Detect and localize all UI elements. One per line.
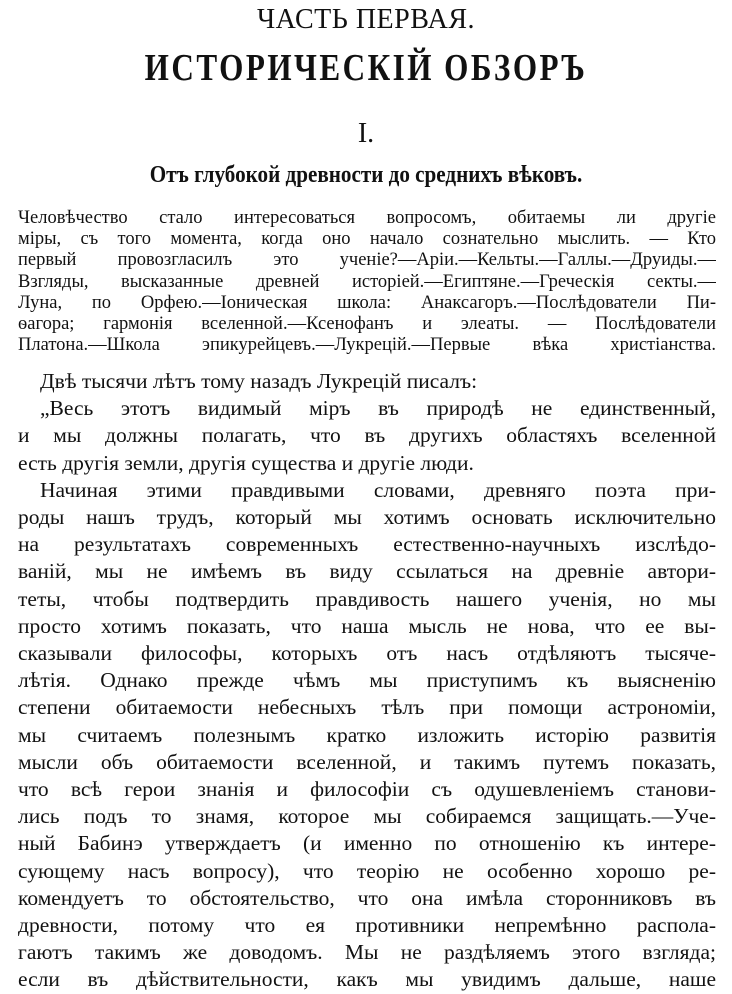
- body-line: степени обитаемости небесныхъ тѣлъ при помощи астрономіи,: [18, 695, 716, 720]
- body-line: роды нашъ трудъ, который мы хотимъ основать исключительно: [18, 505, 716, 530]
- summary-line: первый провозгласилъ это ученіе?—Аріи.—Кельты.—Галлы.—Друиды.—: [18, 250, 716, 271]
- summary-line: Платона.—Школа эпикурейцевъ.—Лукрецій.—Первые вѣка христіанства.: [18, 335, 716, 356]
- chapter-subtitle: Отъ глубокой древности до среднихъ вѣковъ.: [149, 162, 583, 188]
- body-line: мы считаемъ полезнымъ кратко изложить исторію развитія: [18, 722, 716, 747]
- summary-line: ѳагора; гармонія вселенной.—Ксенофанъ и элеаты. — Послѣдователи: [18, 314, 716, 335]
- body-line: лѣтія. Однако прежде чѣмъ мы приступимъ къ выясненію: [18, 668, 716, 693]
- body-line: гаютъ такимъ же доводомъ. Мы не раздѣляемъ этого взгляда;: [18, 940, 716, 965]
- body-line: просто хотимъ показать, что наша мысль не нова, что ее вы-: [18, 613, 716, 638]
- summary-line: міры, съ того момента, когда оно начало сознательно мыслить. — Кто: [18, 229, 716, 250]
- body-line: комендуетъ то обстоятельство, что она имѣла сторонниковъ въ: [18, 885, 716, 910]
- summary-line: Луна, по Орфею.—Іоническая школа: Анаксагоръ.—Послѣдователи Пи-: [18, 292, 716, 313]
- body-line: Двѣ тысячи лѣтъ тому назадъ Лукрецій писалъ:: [40, 369, 478, 393]
- body-line: на результатахъ современныхъ естественно-научныхъ изслѣдо-: [18, 532, 716, 557]
- body-line: теты, чтобы подтвердить правдивость нашего ученія, но мы: [18, 586, 716, 611]
- body-line: сующему насъ вопросу), что теорію не особенно хорошо ре-: [18, 858, 716, 883]
- body-line: древности, потому что ея противники непремѣнно распола-: [18, 913, 716, 938]
- body-line: „Весь этотъ видимый міръ въ природѣ не единственный,: [40, 396, 716, 421]
- body-text: [18, 368, 716, 994]
- body-line: лись подъ то знамя, которое мы собираемся защищать.—Уче-: [18, 804, 716, 829]
- body-line: и мы должны полагать, что въ другихъ областяхъ вселенной: [18, 423, 716, 448]
- body-line: если въ дѣйствительности, какъ мы увидимъ дальше, наше: [18, 967, 716, 992]
- body-line: есть другія земли, другія существа и другіе люди.: [18, 450, 474, 475]
- body-line: ваній, мы не имѣемъ въ виду ссылаться на древніе автори-: [18, 559, 716, 584]
- body-line: ный Бабинэ утверждаетъ (и именно по отношенію къ интере-: [18, 831, 716, 856]
- chapter-summary: [18, 208, 716, 356]
- chapter-number: I.: [357, 118, 375, 149]
- summary-line: Человѣчество стало интересоваться вопросомъ, обитаемы ли другіе: [18, 208, 716, 228]
- summary-line: Взгляды, высказанные древней исторіей.—Египтяне.—Греческія секты.—: [18, 271, 716, 292]
- body-line: сказывали философы, которыхъ отъ насъ отдѣляютъ тысяче-: [18, 641, 716, 666]
- body-line: мысли объ обитаемости вселенной, и такимъ путемъ показать,: [18, 749, 716, 774]
- body-line: что всѣ герои знанія и философіи съ одушевленіемъ станови-: [18, 777, 716, 802]
- body-line: Начиная этими правдивыми словами, древняго поэта при-: [40, 477, 716, 502]
- part-heading: ЧАСТЬ ПЕРВАЯ.: [256, 4, 476, 35]
- section-title: ИСТОРИЧЕСКІЙ ОБЗОРЪ: [144, 47, 588, 89]
